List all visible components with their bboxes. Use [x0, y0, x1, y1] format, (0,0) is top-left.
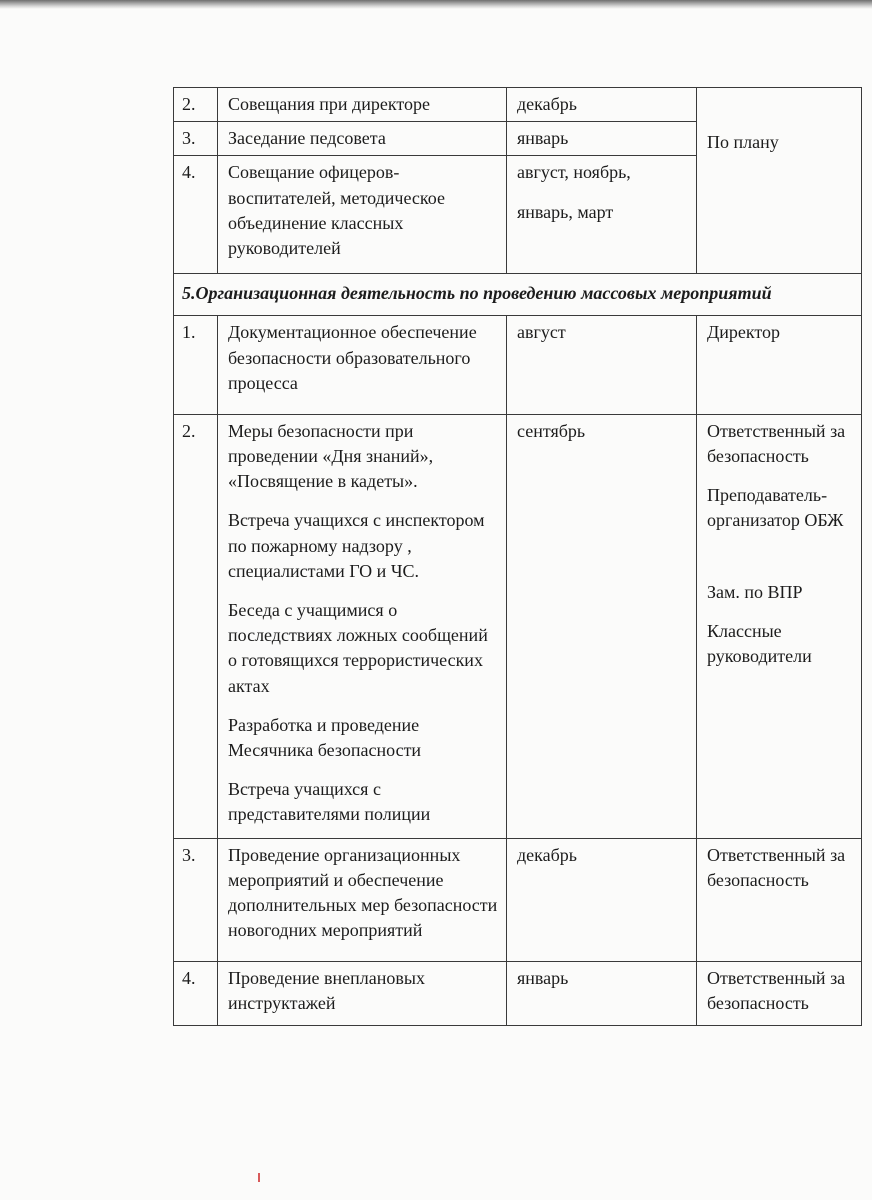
responsible-text: Классные руководители — [707, 620, 812, 666]
responsible-cell — [697, 414, 862, 838]
date-cell: август — [507, 316, 697, 415]
event-cell — [218, 414, 507, 838]
section-header-row — [174, 274, 862, 316]
date-cell: декабрь — [507, 838, 697, 962]
row-number: 2. — [174, 88, 218, 122]
responsible-cell — [697, 316, 862, 415]
scan-top-edge — [0, 0, 872, 9]
row-number: 3. — [174, 122, 218, 156]
date-line: август, ноябрь, — [517, 162, 631, 183]
event-paragraph: Разработка и проведение Месячника безопасности — [228, 714, 422, 760]
event-paragraph: Беседа с учащимися о последствиях ложных сообщений о готовящихся террористических актах — [228, 600, 488, 696]
date-cell: январь — [507, 122, 697, 156]
row-number: 1. — [174, 316, 218, 415]
table-row — [174, 962, 862, 1025]
section-title: 5.Организационная деятельность по проведению массовых мероприятий — [174, 274, 862, 316]
event-cell: Совещание офицеров-воспитателей, методическое объединение классных руководителей — [218, 156, 507, 274]
table-row — [174, 414, 862, 838]
responsible-text: Зам. по ВПР — [707, 581, 803, 602]
event-cell — [218, 838, 507, 962]
responsible-cell — [697, 88, 862, 274]
row-number: 4. — [174, 156, 218, 274]
date-cell: декабрь — [507, 88, 697, 122]
date-cell: сентябрь — [507, 414, 697, 838]
responsible-text: Преподаватель-организатор ОБЖ — [707, 485, 844, 531]
table-row — [174, 838, 862, 962]
event-cell: Совещания при директоре — [218, 88, 507, 122]
event-paragraph: Встреча учащихся с инспектором по пожарному надзору , специалистами ГО и ЧС. — [228, 510, 485, 581]
row-number: 3. — [174, 838, 218, 962]
event-cell — [218, 962, 507, 1025]
event-paragraph: Проведение организационных мероприятий и обеспечение дополнительных мер безопасности новогодних мероприятий — [228, 844, 498, 941]
row-number: 4. — [174, 962, 218, 1025]
scan-mark — [258, 1173, 260, 1182]
date-cell — [507, 156, 697, 274]
row-number: 2. — [174, 414, 218, 838]
event-cell — [218, 316, 507, 415]
table-row — [174, 88, 862, 122]
responsible-text: Ответственный за безопасность — [707, 420, 846, 467]
event-cell: Заседание педсовета — [218, 122, 507, 156]
responsible-text: Директор — [707, 322, 781, 343]
responsible-text: Ответственный за безопасность — [707, 844, 846, 890]
table-row — [174, 316, 862, 415]
responsible-cell — [697, 962, 862, 1025]
responsible-text: Ответственный за безопасность — [707, 968, 846, 1014]
event-paragraph: Меры безопасности при проведении «Дня знаний», «Посвящение в кадеты». — [228, 420, 434, 492]
event-paragraph: Встреча учащихся с представителями полиции — [228, 779, 431, 825]
event-paragraph: Проведение внеплановых инструктажей — [228, 968, 425, 1014]
responsible-cell — [697, 838, 862, 962]
date-line: январь, март — [517, 201, 614, 222]
date-cell: январь — [507, 962, 697, 1025]
plan-table — [173, 87, 862, 1026]
event-paragraph: Документационное обеспечение безопасности образовательного процесса — [228, 322, 477, 393]
responsible-text: По плану — [707, 132, 779, 152]
